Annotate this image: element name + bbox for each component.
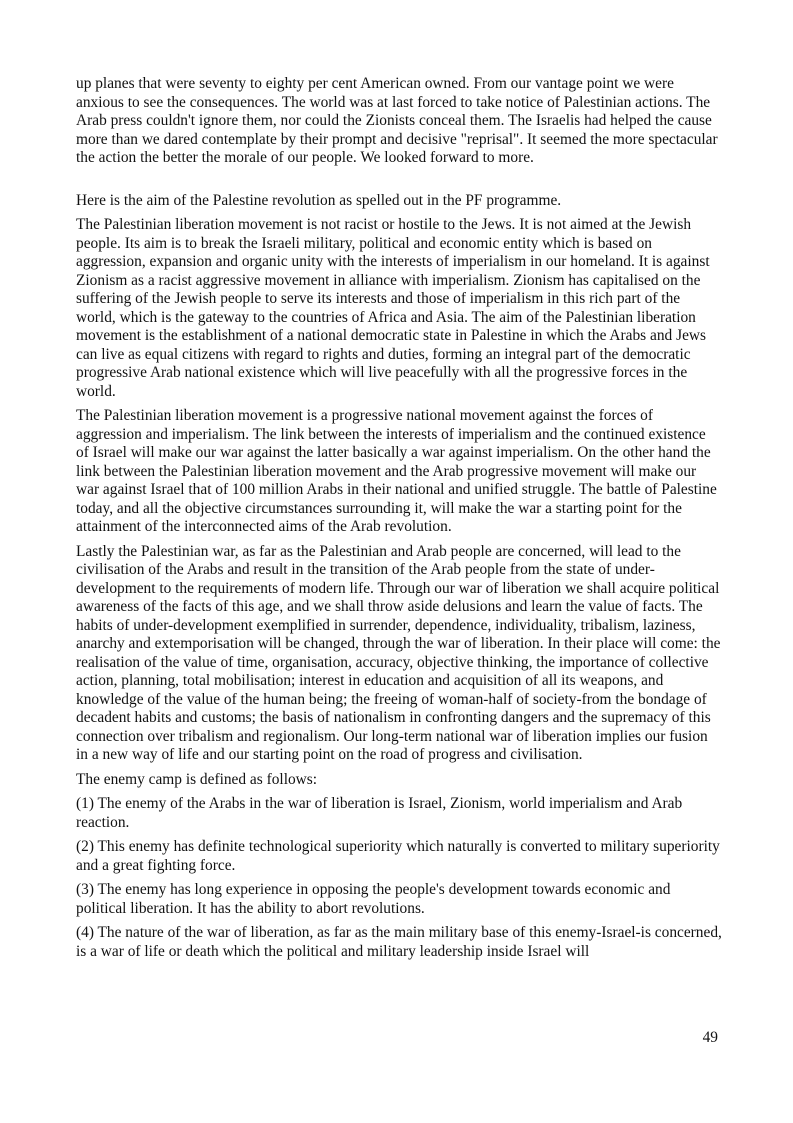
list-item: (1) The enemy of the Arabs in the war of liberation is Israel, Zionism, world imperialism and Arab reaction.	[76, 795, 683, 831]
paragraph: The Palestinian liberation movement is a progressive national movement against the forces of aggression and imperialism. The link between the interests of imperialism and the continued existence of Israel will make our war against the latter basically a war against imperialism. On the other hand the link between the Palestinian liberation movement and the Arab progressive movement will make our war against Israel that of 100 million Arabs in their national and unified struggle. The battle of Palestine today, and all the objective circumstances surrounding it, will make the war a starting point for the attainment of the interconnected aims of the Arab revolution.	[76, 407, 717, 535]
paragraph: Lastly the Palestinian war, as far as the Palestinian and Arab people are concerned, will lead to the civilisation of the Arabs and result in the transition of the Arab people from the state of under-development to the requirements of modern life. Through our war of liberation we shall acquire political awareness of the facts of this age, and we shall throw aside delusions and learn the value of facts. The habits of under-development exemplified in surrender, dependence, individuality, tribalism, laziness, anarchy and extemporisation will be changed, through the war of liberation. In their place will come: the realisation of the value of time, organisation, accuracy, objective thinking, the importance of collective action, planning, total mobilisation; interest in education and acquisition of all its weapons, and knowledge of the value of the human being; the freeing of woman-half of society-from the bondage of decadent habits and customs; the basis of nationalism in confronting dangers and the supremacy of this connection over tribalism and regionalism. Our long-term national war of liberation implies our fusion in a new way of life and our starting point on the road of progress and civilisation.	[76, 542, 721, 763]
page-number: 49	[702, 1029, 718, 1046]
paragraph: The enemy camp is defined as follows:	[76, 770, 318, 788]
list-item: (4) The nature of the war of liberation, as far as the main military base of this enemy-Israel-is concerned, is a war of life or death which the political and military leadership inside Israel will	[76, 924, 722, 960]
paragraph: Here is the aim of the Palestine revolution as spelled out in the PF programme.	[76, 191, 562, 209]
document-body	[76, 75, 722, 967]
paragraph: up planes that were seventy to eighty per cent American owned. From our vantage point we were anxious to see the consequences. The world was at last forced to take notice of Palestinian actions. The Arab press couldn't ignore them, nor could the Zionists conceal them. The Israelis had helped the cause more than we dared contemplate by their prompt and decisive "reprisal". It seemed the more spectacular the action the better the morale of our people. We looked forward to more.	[76, 75, 718, 166]
list-item: (2) This enemy has definite technological superiority which naturally is converted to military superiority and a great fighting force.	[76, 838, 720, 874]
list-item: (3) The enemy has long experience in opposing the people's development towards economic and political liberation. It has the ability to abort revolutions.	[76, 881, 671, 917]
paragraph: The Palestinian liberation movement is not racist or hostile to the Jews. It is not aimed at the Jewish people. Its aim is to break the Israeli military, political and economic entity which is based on aggression, expansion and organic unity with the interests of imperialism in our homeland. It is against Zionism as a racist aggressive movement in alliance with imperialism. Zionism has capitalised on the suffering of the Jewish people to serve its interests and those of imperialism in this rich part of the world, which is the gateway to the countries of Africa and Asia. The aim of the Palestinian liberation movement is the establishment of a national democratic state in Palestine in which the Arabs and Jews can live as equal citizens with regard to rights and duties, forming an integral part of the democratic progressive Arab national existence which will live peacefully with all the progressive forces in the world.	[76, 216, 710, 400]
